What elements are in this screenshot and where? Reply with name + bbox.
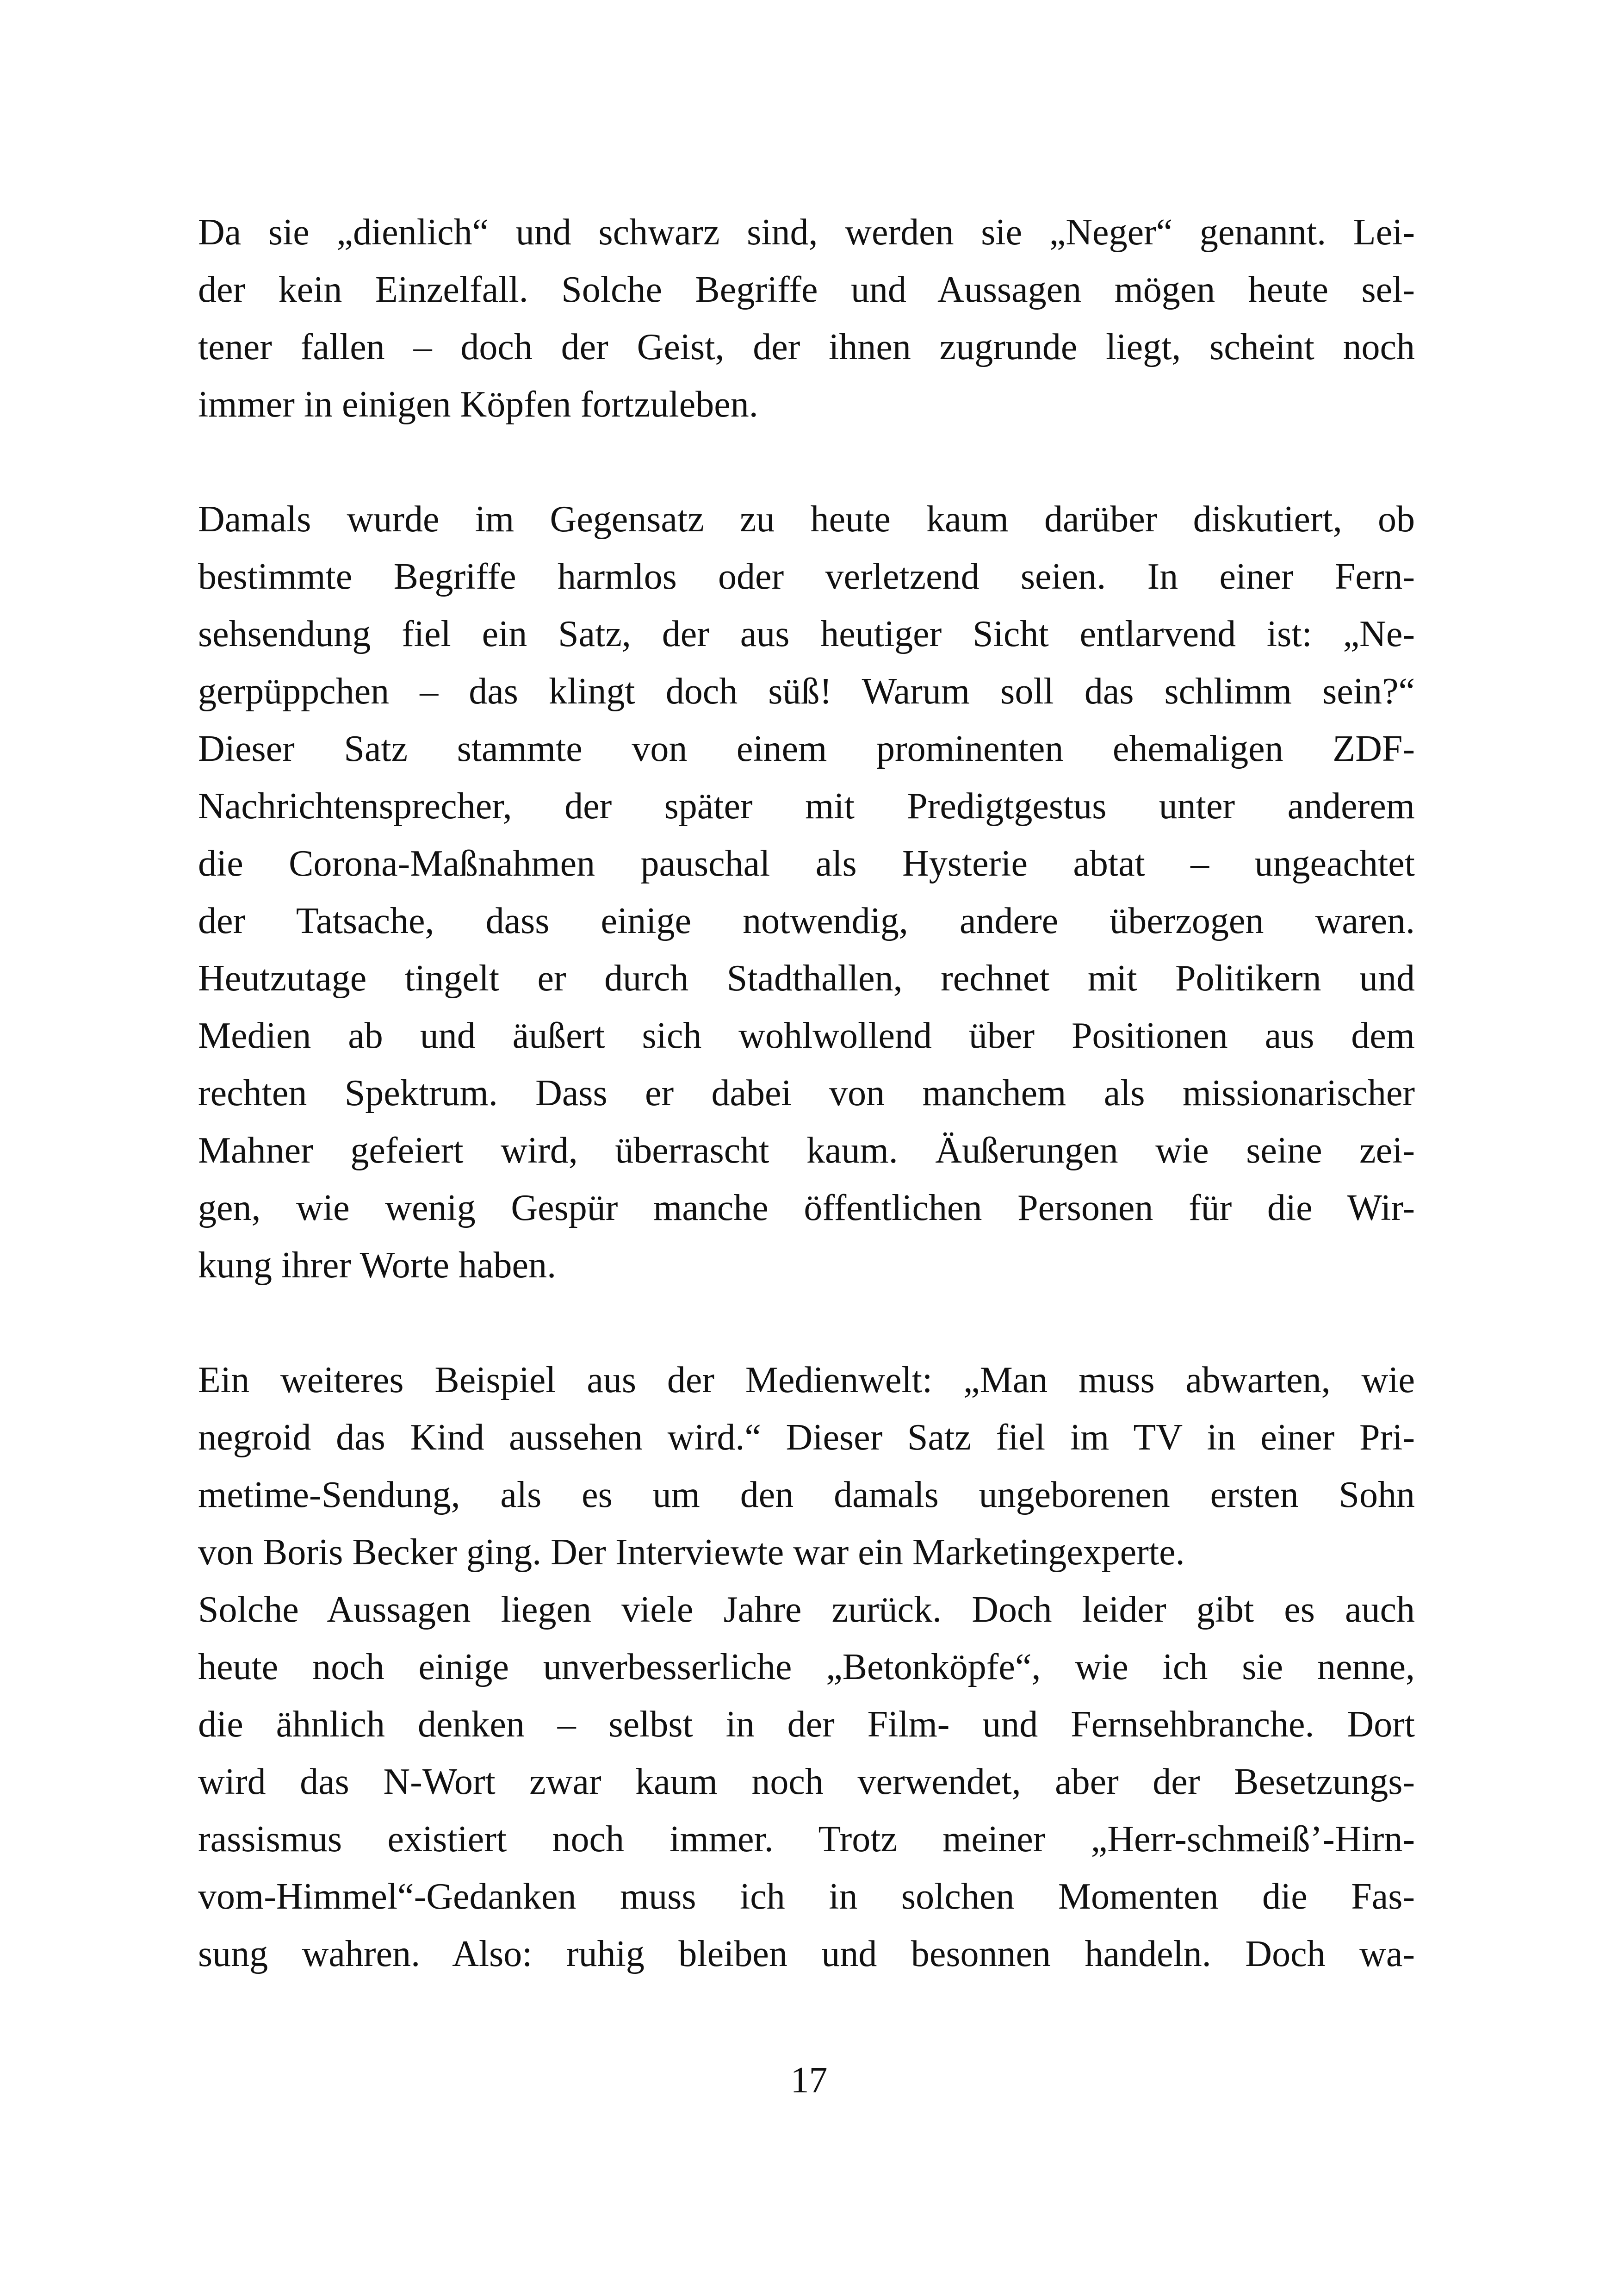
text-line: der kein Einzelfall. Solche Begriffe und Aussagen mögen heute sel- (198, 269, 1415, 310)
text-line: von Boris Becker ging. Der Interviewte war ein Marketingexperte. (198, 1532, 1185, 1573)
text-line: Dieser Satz stammte von einem prominenten ehemaligen ZDF- (198, 728, 1415, 769)
text-line: Medien ab und äußert sich wohlwollend über Positionen aus dem (198, 1015, 1415, 1056)
text-line: der Tatsache, dass einige notwendig, andere überzogen waren. (198, 901, 1415, 941)
text-line: immer in einigen Köpfen fortzuleben. (198, 384, 758, 425)
text-line: gerpüppchen – das klingt doch süß! Warum soll das schlimm sein?“ (198, 671, 1415, 712)
text-line: die Corona-Maßnahmen pauschal als Hysterie abtat – ungeachtet (198, 843, 1415, 884)
text-line: Nachrichtensprecher, der später mit Predigtgestus unter anderem (198, 786, 1415, 827)
text-line: sung wahren. Also: ruhig bleiben und besonnen handeln. Doch wa- (198, 1934, 1415, 1974)
text-line: Heutzutage tingelt er durch Stadthallen, rechnet mit Politikern und (198, 958, 1415, 999)
text-line: metime-Sendung, als es um den damals ungeborenen ersten Sohn (198, 1475, 1415, 1515)
text-line: Da sie „dienlich“ und schwarz sind, werden sie „Neger“ genannt. Lei- (198, 212, 1415, 253)
text-line: die ähnlich denken – selbst in der Film- und Fernsehbranche. Dort (198, 1704, 1415, 1745)
text-line: kung ihrer Worte haben. (198, 1245, 557, 1286)
paragraph (198, 1351, 1415, 1581)
paragraph (198, 491, 1415, 1294)
paragraph-spacer (198, 1294, 1415, 1351)
text-line: bestimmte Begriffe harmlos oder verletzend seien. In einer Fern- (198, 556, 1415, 597)
text-line: negroid das Kind aussehen wird.“ Dieser Satz fiel im TV in einer Pri- (198, 1417, 1415, 1458)
text-line: tener fallen – doch der Geist, der ihnen zugrunde liegt, scheint noch (198, 327, 1415, 367)
text-line: heute noch einige unverbesserliche „Betonköpfe“, wie ich sie nenne, (198, 1647, 1415, 1687)
text-line: Solche Aussagen liegen viele Jahre zurück. Doch leider gibt es auch (198, 1589, 1415, 1630)
text-line: rechten Spektrum. Dass er dabei von manchem als missionarischer (198, 1073, 1415, 1114)
text-line: rassismus existiert noch immer. Trotz meiner „Herr-schmeiß’-Hirn- (198, 1819, 1415, 1860)
paragraph (198, 204, 1415, 433)
page-number: 17 (790, 2060, 828, 2101)
body-text (198, 204, 1415, 1983)
text-line: Ein weiteres Beispiel aus der Medienwelt: „Man muss abwarten, wie (198, 1360, 1415, 1400)
text-line: vom-Himmel“-Gedanken muss ich in solchen Momenten die Fas- (198, 1876, 1415, 1917)
text-line: Mahner gefeiert wird, überrascht kaum. Äußerungen wie seine zei- (198, 1130, 1415, 1171)
text-line: Damals wurde im Gegensatz zu heute kaum darüber diskutiert, ob (198, 499, 1415, 540)
text-line: wird das N-Wort zwar kaum noch verwendet, aber der Besetzungs- (198, 1761, 1415, 1802)
paragraph (198, 1581, 1415, 1983)
text-line: sehsendung fiel ein Satz, der aus heutiger Sicht entlarvend ist: „Ne- (198, 614, 1415, 654)
text-line: gen, wie wenig Gespür manche öffentlichen Personen für die Wir- (198, 1188, 1415, 1228)
paragraph-spacer (198, 433, 1415, 491)
